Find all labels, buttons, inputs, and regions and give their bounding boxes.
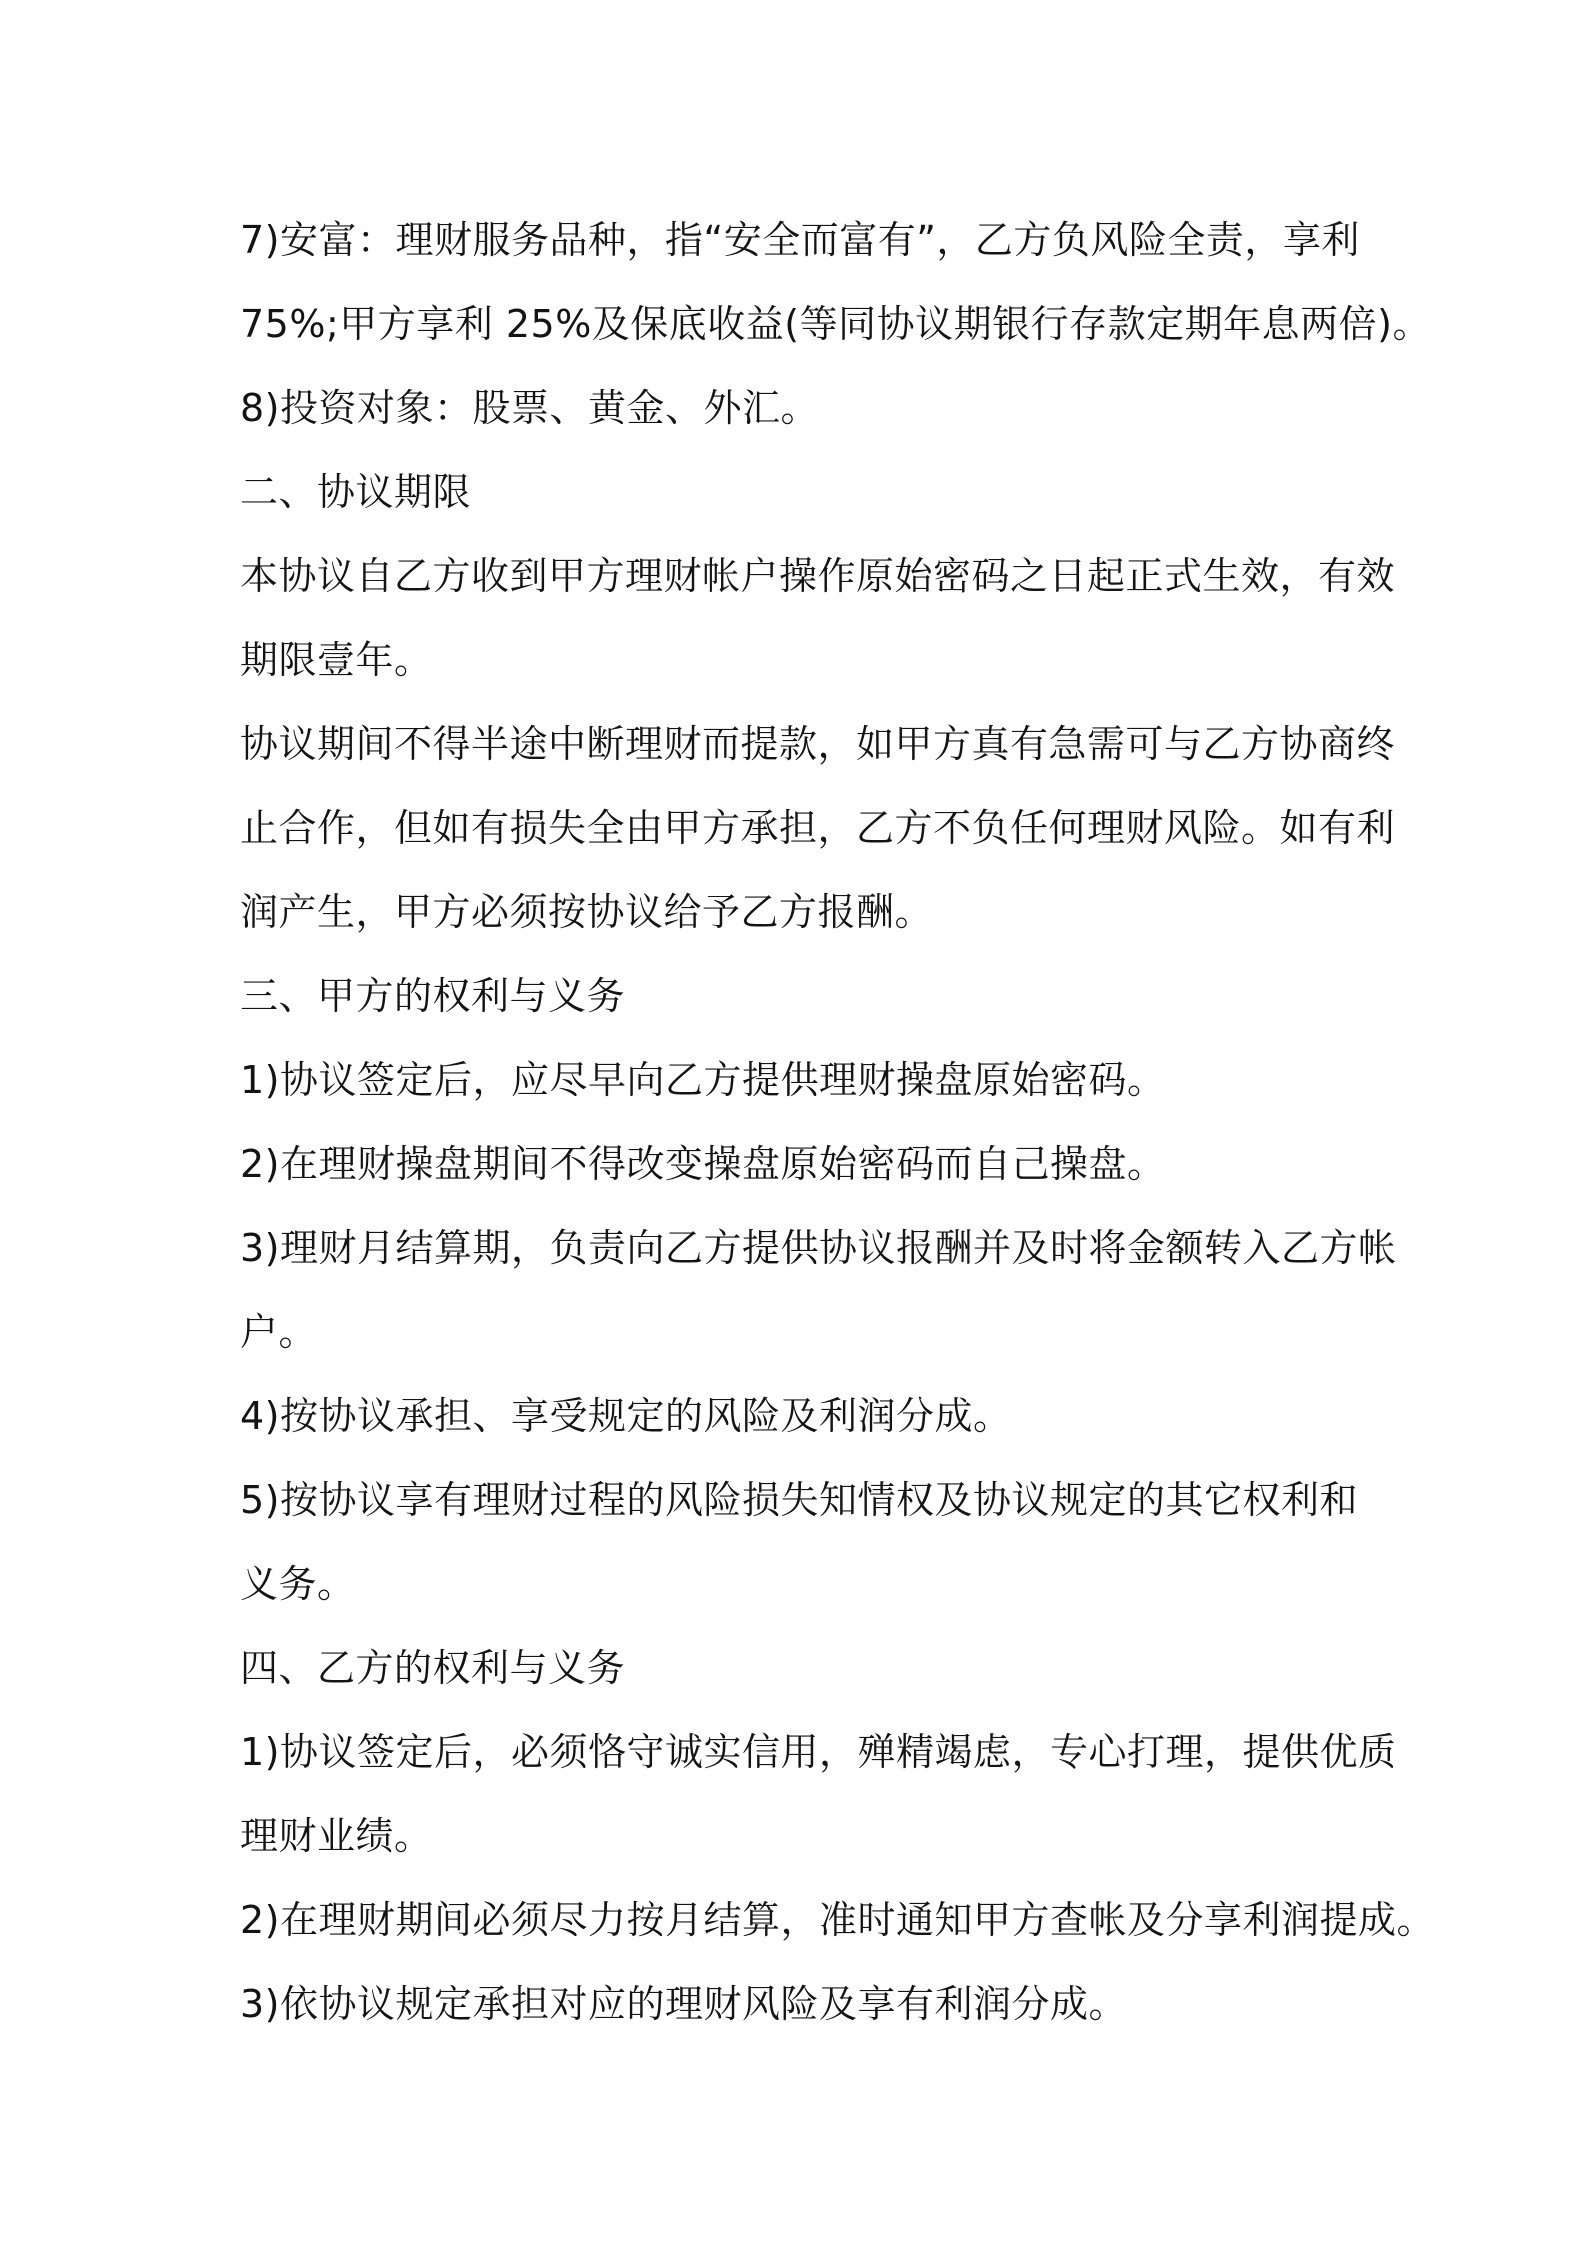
section-heading-party-b-rights: 四、乙方的权利与义务 <box>240 1646 626 1690</box>
withdrawal-paragraph-line-3: 润产生，甲方必须按协议给予乙方报酬。 <box>240 890 934 934</box>
document-body <box>240 198 1436 2046</box>
party-b-item-3: 3)依协议规定承担对应的理财风险及享有利润分成。 <box>240 1982 1128 2026</box>
section-heading-agreement-term: 二、协议期限 <box>240 470 472 514</box>
party-a-item-1: 1)协议签定后，应尽早向乙方提供理财操盘原始密码。 <box>240 1058 1166 1102</box>
party-b-item-1-line-1: 1)协议签定后，必须恪守诚实信用，殚精竭虑，专心打理，提供优质 <box>240 1730 1397 1774</box>
party-b-item-1-line-2: 理财业绩。 <box>240 1814 433 1858</box>
party-a-item-4: 4)按协议承担、享受规定的风险及利润分成。 <box>240 1394 1012 1438</box>
party-a-item-5-line-1: 5)按协议享有理财过程的风险损失知情权及协议规定的其它权利和 <box>240 1478 1359 1522</box>
party-a-item-3-line-1: 3)理财月结算期，负责向乙方提供协议报酬并及时将金额转入乙方帐 <box>240 1226 1397 1270</box>
party-a-item-3-line-2: 户。 <box>240 1310 318 1354</box>
withdrawal-paragraph-line-1: 协议期间不得半途中断理财而提款，如甲方真有急需可与乙方协商终 <box>240 722 1396 766</box>
term-paragraph-line-2: 期限壹年。 <box>240 638 433 682</box>
clause-7-anfu-line-1: 7)安富：理财服务品种，指“安全而富有”，乙方负风险全责，享利 <box>240 218 1360 262</box>
party-a-item-5-line-2: 义务。 <box>240 1562 356 1606</box>
term-paragraph-line-1: 本协议自乙方收到甲方理财帐户操作原始密码之日起正式生效，有效 <box>240 554 1396 598</box>
section-heading-party-a-rights: 三、甲方的权利与义务 <box>240 974 626 1018</box>
party-b-item-2: 2)在理财期间必须尽力按月结算，准时通知甲方查帐及分享利润提成。 <box>240 1898 1436 1942</box>
party-a-item-2: 2)在理财操盘期间不得改变操盘原始密码而自己操盘。 <box>240 1142 1166 1186</box>
clause-7-anfu-line-2: 75%;甲方享利 25%及保底收益(等同协议期银行存款定期年息两倍)。 <box>240 302 1431 346</box>
withdrawal-paragraph-line-2: 止合作，但如有损失全由甲方承担，乙方不负任何理财风险。如有利 <box>240 806 1396 850</box>
clause-8-investment-targets: 8)投资对象：股票、黄金、外汇。 <box>240 386 820 430</box>
